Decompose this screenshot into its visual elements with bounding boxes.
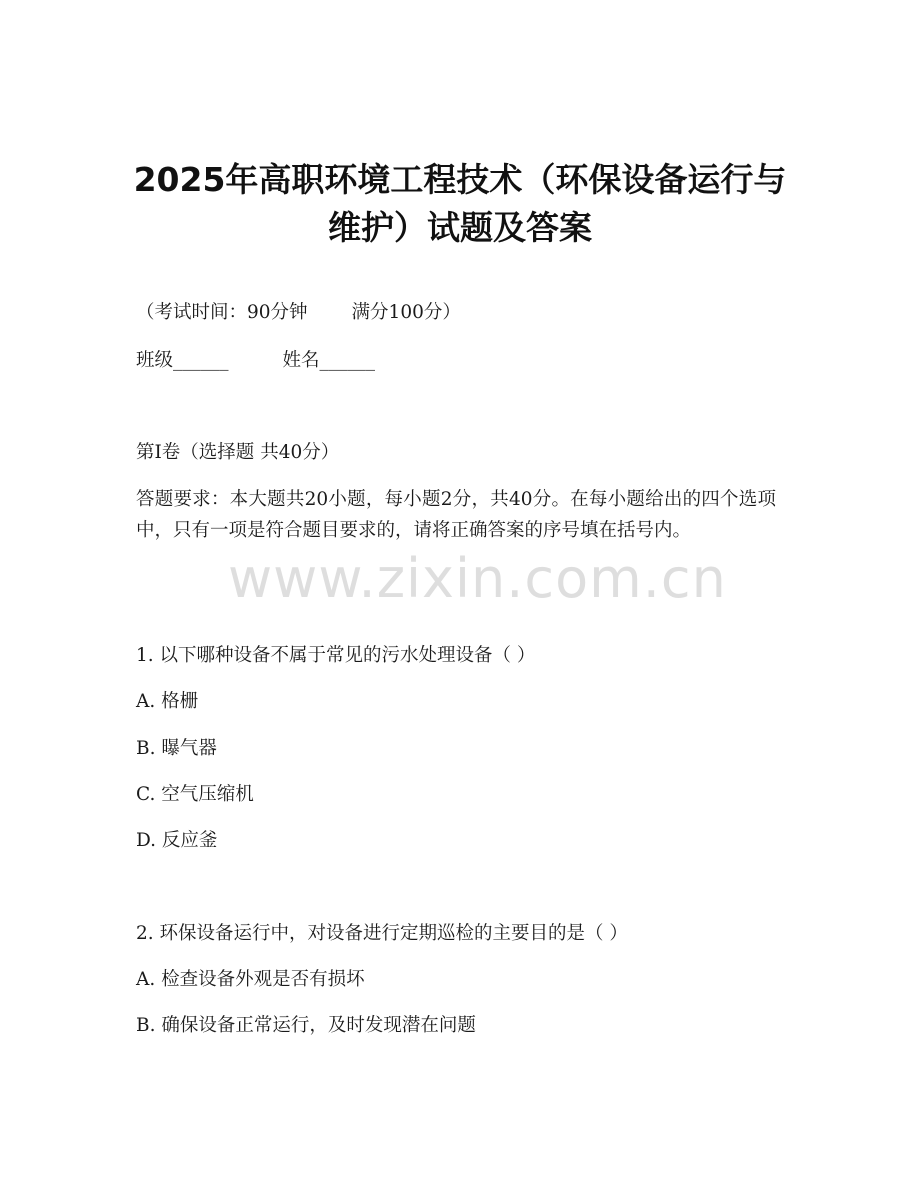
- watermark: www.zixin.com.cn: [228, 547, 727, 610]
- question-1-option-a: A. 格栅: [136, 691, 199, 712]
- name-field: 姓名______: [282, 350, 376, 371]
- question-2-option-a: A. 检查设备外观是否有损坏: [136, 969, 365, 990]
- document-title-line-1: 2025年高职环境工程技术（环保设备运行与: [133, 160, 787, 199]
- question-2-option-b: B. 确保设备正常运行，及时发现潜在问题: [136, 1015, 476, 1036]
- question-1-option-d: D. 反应釜: [136, 830, 218, 851]
- question-1-stem: 1. 以下哪种设备不属于常见的污水处理设备（ ）: [136, 645, 536, 666]
- exam-info: [136, 300, 461, 326]
- exam-full-score: 满分100分）: [351, 302, 461, 323]
- exam-time: （考试时间：90分钟: [136, 302, 308, 323]
- student-fields: [136, 348, 375, 374]
- question-2-stem: 2. 环保设备运行中，对设备进行定期巡检的主要目的是（ ）: [136, 923, 628, 944]
- document-title-line-2: 维护）试题及答案: [328, 208, 592, 247]
- question-1-option-c: C. 空气压缩机: [136, 784, 254, 805]
- section-instructions: 答题要求：本大题共20小题，每小题2分，共40分。在每小题给出的四个选项中，只有一项是符合题目要求的，请将正确答案的序号填在括号内。: [136, 489, 776, 541]
- question-1-option-b: B. 曝气器: [136, 738, 217, 759]
- section-title: 第I卷（选择题 共40分）: [136, 442, 340, 463]
- class-field: 班级______: [136, 350, 229, 371]
